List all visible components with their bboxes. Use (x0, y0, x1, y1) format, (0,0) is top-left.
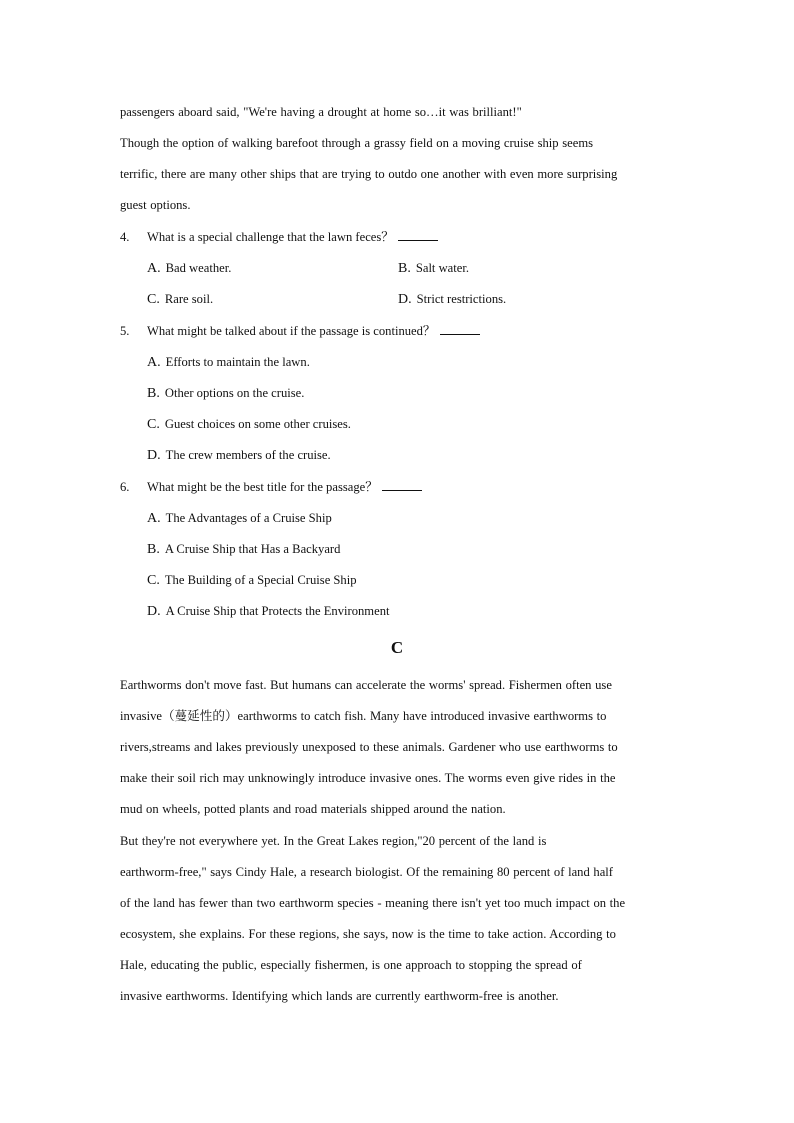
option-d[interactable]: D. The crew members of the cruise. (147, 448, 331, 463)
answer-blank[interactable] (382, 479, 422, 491)
option-c[interactable]: C. The Building of a Special Cruise Ship (147, 573, 357, 588)
option-a[interactable]: A. Efforts to maintain the lawn. (147, 355, 310, 370)
question-number: 4. (120, 230, 130, 244)
passage-line: But they're not everywhere yet. In the Great Lakes region,"20 percent of the land is (120, 834, 547, 848)
option-d[interactable]: D. A Cruise Ship that Protects the Environment (147, 604, 390, 619)
option-b[interactable]: B. Other options on the cruise. (147, 386, 305, 401)
passage-line: passengers aboard said, "We're having a drought at home so…it was brilliant!" (120, 105, 522, 119)
option-c[interactable]: C. Rare soil. (147, 292, 214, 307)
passage-line: ecosystem, she explains. For these regions, she says, now is the time to take action. According to (120, 927, 616, 941)
option-a[interactable]: A. Bad weather. (147, 261, 232, 276)
option-c[interactable]: C. Guest choices on some other cruises. (147, 417, 351, 432)
passage-line: invasive（蔓延性的）earthworms to catch fish. Many have introduced invasive earthworms to (120, 709, 607, 723)
passage-line: invasive earthworms. Identifying which lands are currently earthworm-free is another. (120, 989, 559, 1003)
question-number: 6. (120, 480, 130, 494)
passage-line: make their soil rich may unknowingly introduce invasive ones. The worms even give rides in the (120, 771, 616, 785)
answer-blank[interactable] (440, 323, 480, 335)
passage-line: Earthworms don't move fast. But humans can accelerate the worms' spread. Fishermen often use (120, 678, 612, 692)
option-b[interactable]: B. A Cruise Ship that Has a Backyard (147, 542, 341, 557)
option-a[interactable]: A. The Advantages of a Cruise Ship (147, 511, 332, 526)
question-stem: What might be the best title for the passage？ (147, 479, 422, 495)
passage-line: Though the option of walking barefoot through a grassy field on a moving cruise ship seems (120, 136, 594, 150)
answer-blank[interactable] (398, 229, 438, 241)
option-b[interactable]: B. Salt water. (398, 261, 470, 276)
section-title: C (390, 638, 404, 657)
passage-line: terrific, there are many other ships that are trying to outdo one another with even more surprising (120, 167, 618, 181)
question-stem: What is a special challenge that the lawn feces？ (147, 229, 438, 245)
passage-line: mud on wheels, potted plants and road materials shipped around the nation. (120, 802, 506, 816)
passage-line: Hale, educating the public, especially fishermen, is one approach to stopping the spread of (120, 958, 582, 972)
option-d[interactable]: D. Strict restrictions. (398, 292, 507, 307)
passage-line: earthworm-free," says Cindy Hale, a research biologist. Of the remaining 80 percent of land half (120, 865, 613, 879)
passage-line: rivers,streams and lakes previously unexposed to these animals. Gardener who use earthworms to (120, 740, 618, 754)
passage-line: of the land has fewer than two earthworm species - meaning there isn't yet too much impact on the (120, 896, 626, 910)
question-number: 5. (120, 324, 130, 338)
passage-line: guest options. (120, 198, 191, 212)
question-stem: What might be talked about if the passage is continued？ (147, 323, 480, 339)
